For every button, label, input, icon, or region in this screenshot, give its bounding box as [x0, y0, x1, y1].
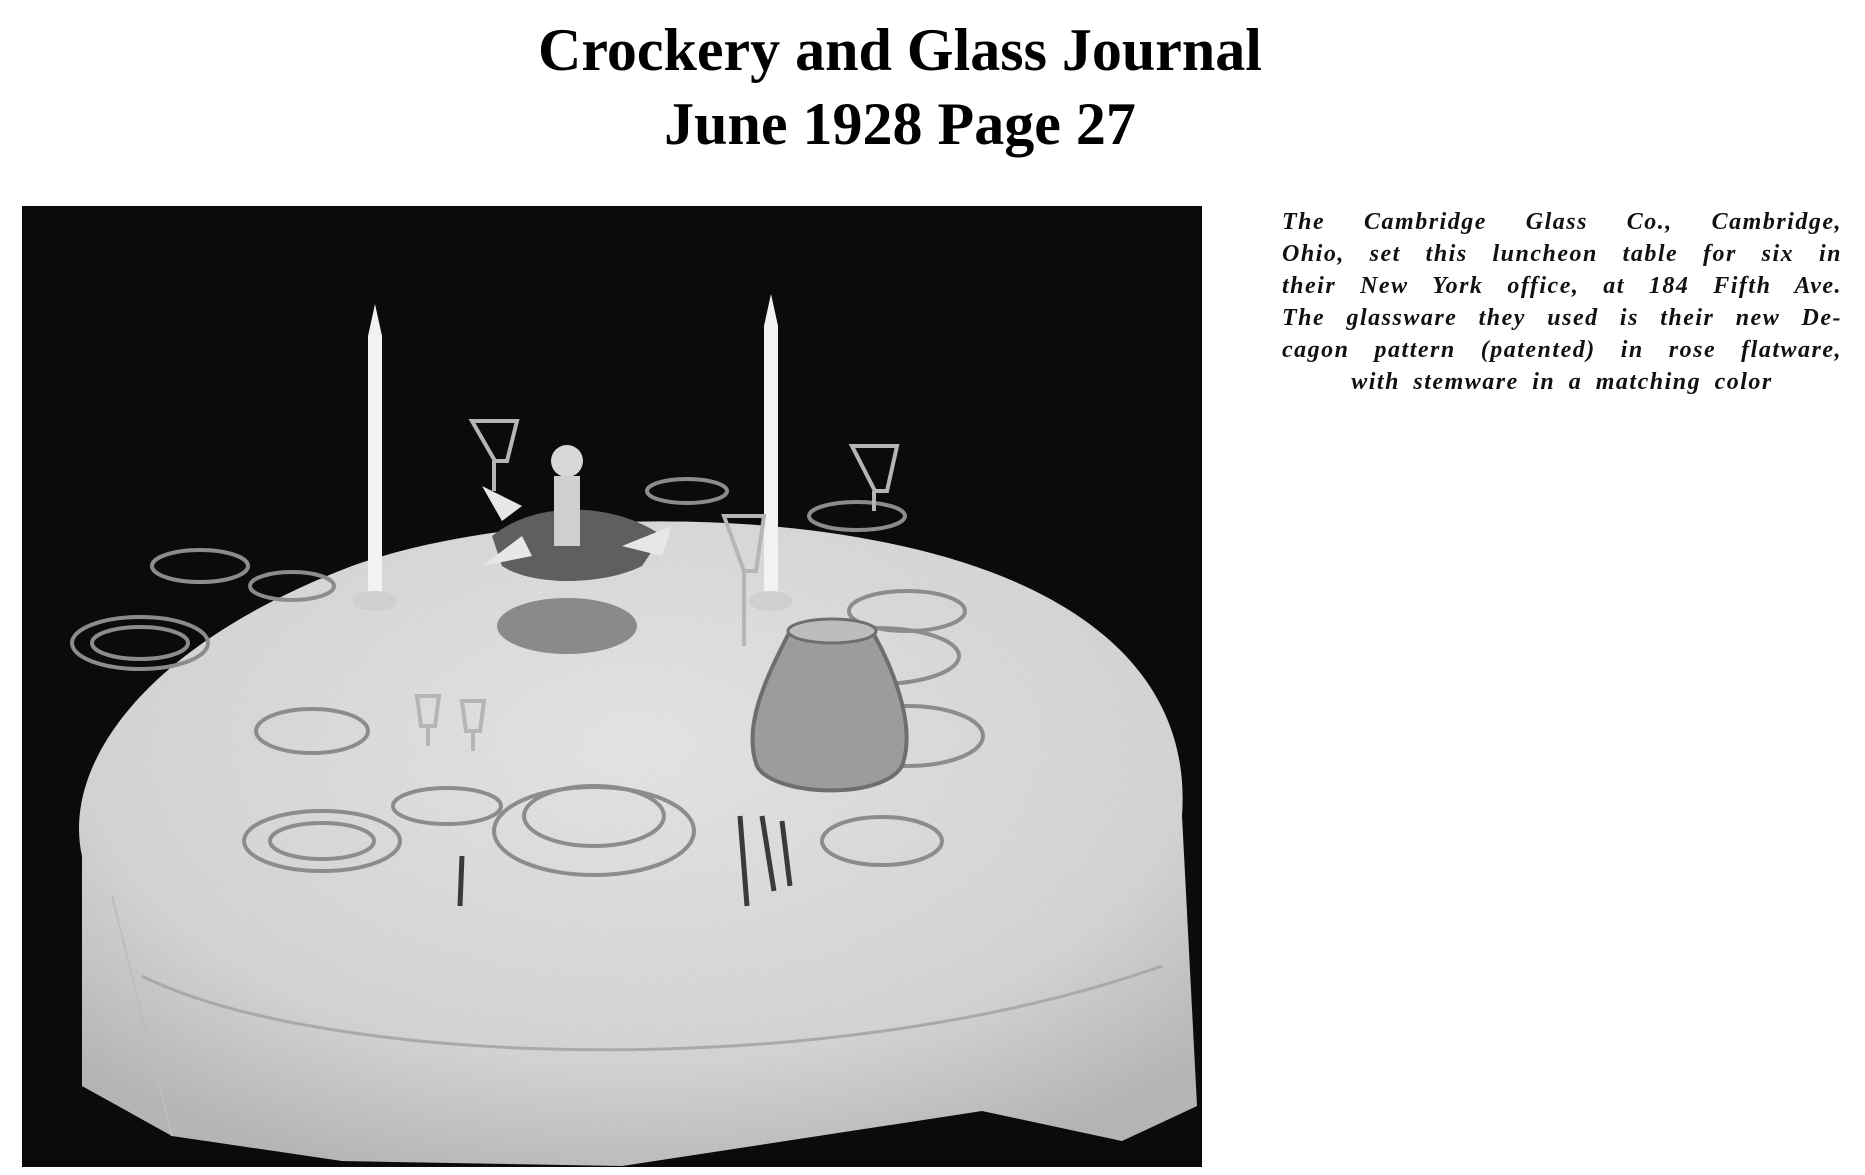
page-subtitle: June 1928 Page 27 — [664, 91, 1136, 157]
caption-line: Ohio, set this luncheon table for six in — [1282, 241, 1842, 267]
caption-line: their New York office, at 184 Fifth Ave. — [1282, 273, 1842, 299]
caption-line: cagon pattern (patented) in rose flatware, — [1282, 337, 1842, 363]
tablecloth — [79, 521, 1197, 1166]
page-title: Crockery and Glass Journal — [538, 17, 1262, 83]
caption-line: The glassware they used is their new De- — [1282, 305, 1842, 331]
luncheon-table-photo — [22, 206, 1202, 1167]
caption-line: with stemware in a matching color — [1351, 369, 1773, 395]
photo-caption — [1282, 206, 1842, 398]
caption-line: The Cambridge Glass Co., Cambridge, — [1282, 209, 1842, 235]
